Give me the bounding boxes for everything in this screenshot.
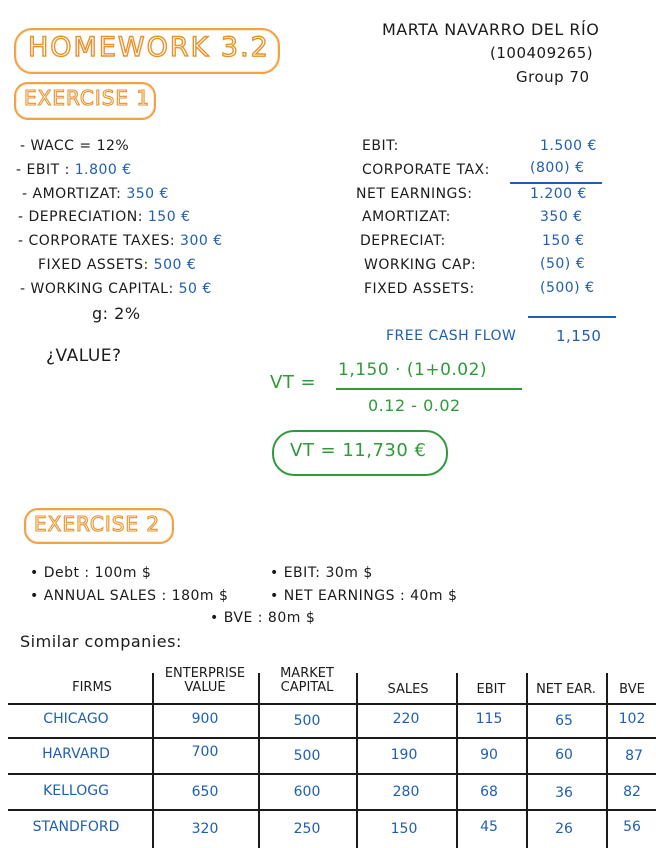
calc-value: (500) € [540, 280, 595, 296]
table-cell: 60 [555, 747, 573, 763]
calc-label: AMORTIZAT: [362, 209, 451, 225]
table-header-cell: EBIT [476, 682, 506, 697]
table-cell: STANDFORD [32, 819, 120, 835]
table-cell: 500 [293, 713, 321, 729]
given-item: - AMORTIZAT: 350 € [22, 186, 169, 202]
exercise1-label: EXERCISE 1 [24, 86, 151, 110]
table-cell: 115 [475, 711, 503, 727]
group-label: Group 70 [516, 68, 590, 86]
table-cell: 220 [392, 711, 420, 727]
table-cell: 65 [555, 713, 573, 729]
table-cell: 26 [555, 821, 573, 837]
calc-label: FIXED ASSETS: [364, 281, 475, 297]
table-cell: 150 [390, 821, 418, 837]
calc-value: 150 € [542, 233, 585, 249]
calc-value: 1.200 € [530, 186, 587, 202]
formula-denominator: 0.12 - 0.02 [368, 396, 461, 415]
table-cell: 650 [191, 784, 219, 800]
given-item: - WACC = 12% [20, 138, 130, 154]
calc-label: EBIT: [362, 138, 399, 154]
similar-companies-label: Similar companies: [20, 632, 182, 651]
table-cell: 102 [618, 711, 646, 727]
table-header-cell: NET EAR. [536, 682, 596, 697]
value-question: ¿VALUE? [46, 346, 122, 366]
calc-value: 350 € [540, 209, 583, 225]
fact-net-earnings: • NET EARNINGS : 40m $ [270, 588, 458, 604]
calc-label: WORKING CAP: [364, 257, 477, 273]
comparables-table [0, 655, 656, 848]
fact-debt: • Debt : 100m $ [30, 565, 152, 581]
given-item: - DEPRECIATION: 150 € [18, 209, 191, 225]
formula-numerator: 1,150 · (1+0.02) [338, 360, 488, 380]
table-header-cell: ENTERPRISE VALUE [164, 666, 246, 695]
table-cell: 56 [623, 819, 641, 835]
fact-bve: • BVE : 80m $ [210, 610, 316, 626]
table-cell: KELLOGG [43, 783, 109, 799]
fraction-bar [336, 388, 522, 390]
table-cell: 45 [480, 819, 498, 835]
page-title: HOMEWORK 3.2 [28, 32, 270, 63]
student-id: (100409265) [490, 44, 594, 62]
calc-value: (50) € [540, 256, 586, 272]
calc-value: (800) € [530, 160, 585, 176]
fact-ebit: • EBIT: 30m $ [270, 565, 373, 581]
table-cell: HARVARD [42, 746, 110, 762]
calc-label: NET EARNINGS: [356, 186, 473, 202]
table-header-cell: MARKET CAPITAL [280, 666, 334, 695]
table-header-cell: FIRMS [72, 680, 112, 695]
table-cell: 250 [293, 821, 321, 837]
given-item: FIXED ASSETS: 500 € [38, 257, 197, 273]
calc-total-line [528, 316, 616, 318]
table-header-cell: SALES [387, 682, 429, 697]
table-cell: 82 [623, 784, 641, 800]
table-cell: 700 [191, 744, 219, 760]
table-cell: 500 [293, 748, 321, 764]
table-cell: 68 [480, 784, 498, 800]
growth-rate: g: 2% [92, 304, 141, 323]
calc-value: 1.500 € [540, 138, 597, 154]
table-header-cell: BVE [619, 682, 645, 697]
student-name: MARTA NAVARRO DEL RÍO [382, 20, 600, 39]
result-value: VT = 11,730 € [290, 440, 427, 461]
table-cell: 900 [191, 711, 219, 727]
table-cell: 190 [390, 747, 418, 763]
fact-sales: • ANNUAL SALES : 180m $ [30, 588, 229, 604]
table-cell: 87 [625, 748, 643, 764]
given-item: - EBIT : 1.800 € [16, 162, 132, 178]
table-cell: 600 [293, 784, 321, 800]
table-cell: 280 [392, 784, 420, 800]
table-cell: 36 [555, 785, 573, 801]
table-cell: 90 [480, 747, 498, 763]
calc-label: DEPRECIAT: [360, 233, 446, 249]
table-cell: CHICAGO [43, 711, 109, 727]
given-item: - CORPORATE TAXES: 300 € [18, 233, 223, 249]
calc-label: CORPORATE TAX: [362, 162, 490, 178]
fcf-label: FREE CASH FLOW [386, 328, 517, 344]
table-cell: 320 [191, 821, 219, 837]
fcf-value: 1,150 [556, 327, 602, 345]
exercise2-label: EXERCISE 2 [34, 512, 161, 536]
calc-underline [510, 182, 602, 184]
formula-lhs: VT = [270, 372, 317, 393]
given-item: - WORKING CAPITAL: 50 € [20, 281, 212, 297]
